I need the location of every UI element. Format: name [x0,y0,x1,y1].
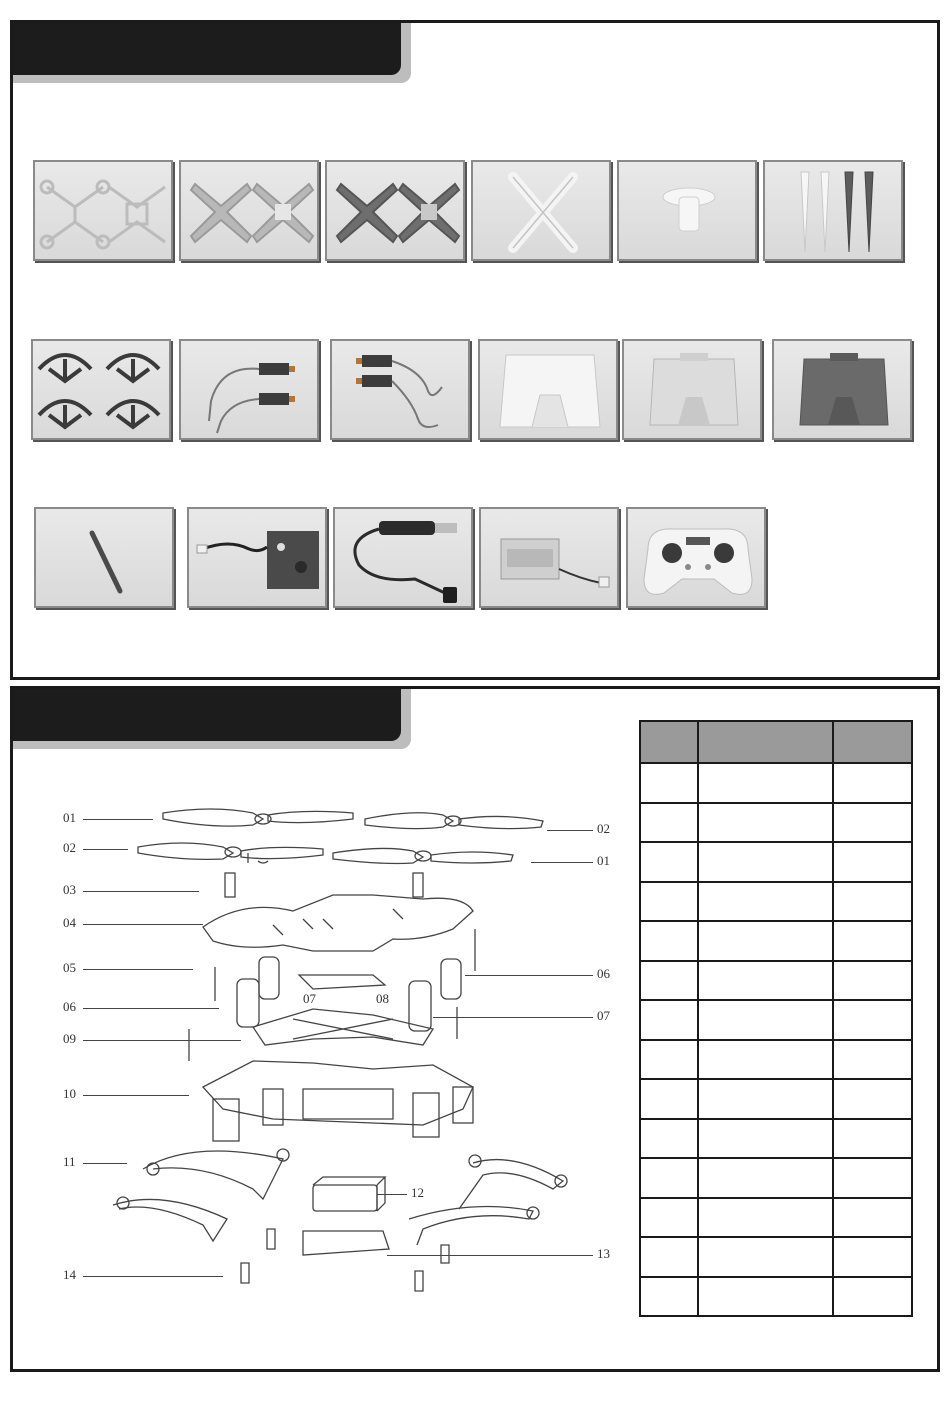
part-photo-usb-charger [333,507,473,608]
table-row [640,1237,912,1277]
callout-leader [377,1194,407,1195]
part-photo-landing-pin [34,507,174,608]
callout-leader [83,1095,189,1096]
parts-list-panel [10,20,940,680]
callout-label: 14 [63,1267,76,1282]
callout-label: 12 [411,1185,424,1200]
table-row [640,1277,912,1317]
parts-list-header-tab [13,23,401,75]
part-photo-frame-cross [471,160,611,261]
table-row [640,1119,912,1159]
callout-label: 09 [63,1031,76,1046]
table-row [640,1000,912,1040]
propeller-01-right [333,848,423,863]
callout-label: 02 [63,840,76,855]
part-photo-upper-body-dark [325,160,465,261]
callout-label: 07 [597,1008,610,1023]
part-photo-motor-a [179,339,319,440]
table-row [640,1079,912,1119]
callout-label: 06 [63,999,76,1014]
callout-label: 13 [597,1246,610,1261]
table-row [640,1158,912,1198]
exploded-diagram [13,689,633,1369]
part-photo-lower-body-dark [772,339,912,440]
callout-leader [465,975,593,976]
callout-label: 06 [597,966,610,981]
part-photo-gear-tool [617,160,757,261]
table-row [640,1198,912,1238]
table-row [640,842,912,882]
callout-leader [433,1017,593,1018]
callout-label: 04 [63,915,76,930]
table-header-cell [698,721,833,763]
callout-leader [83,849,128,850]
callout-leader [547,830,593,831]
table-row [640,1040,912,1080]
exploded-view-panel [10,686,940,1372]
callout-label: 10 [63,1086,76,1101]
table-header-cell [833,721,912,763]
callout-leader [83,1276,223,1277]
callout-leader [387,1255,593,1256]
frame-cross [253,1009,433,1045]
callout-label: 03 [63,882,76,897]
callout-label: 05 [63,960,76,975]
callout-label: 11 [63,1154,76,1169]
callout-leader [83,1008,219,1009]
table-row [640,803,912,843]
propeller-02-right [365,813,453,829]
part-photo-lower-body-grey [622,339,762,440]
propeller-02-left [138,843,233,859]
callout-leader [83,969,193,970]
part-photo-battery [479,507,619,608]
callout-label: 01 [597,853,610,868]
part-photo-lower-body-white [478,339,618,440]
part-photo-receiver-board [187,507,327,608]
callout-leader [531,862,593,863]
callout-label: 01 [63,810,76,825]
part-photo-transmitter [626,507,766,608]
part-photo-motor-b [330,339,470,440]
landing-gear-left [143,1151,283,1199]
callout-leader [83,1163,127,1164]
table-row [640,921,912,961]
part-photo-propellers [763,160,903,261]
parts-table [639,720,913,1317]
callout-leader [83,819,153,820]
table-header-cell [640,721,698,763]
callout-leader [83,891,199,892]
upper-body [203,895,473,951]
callout-leader [83,1040,241,1041]
table-row [640,882,912,922]
table-header-row [640,721,912,763]
table-row [640,763,912,803]
table-row [640,961,912,1001]
part-photo-upper-body-white [33,160,173,261]
part-photo-upper-body-grey [179,160,319,261]
propeller-01-left [163,809,263,826]
part-photo-prop-guards [31,339,171,440]
callout-label: 08 [376,991,389,1006]
callout-label: 02 [597,821,610,836]
callout-label: 07 [303,991,316,1006]
callout-leader [83,924,203,925]
